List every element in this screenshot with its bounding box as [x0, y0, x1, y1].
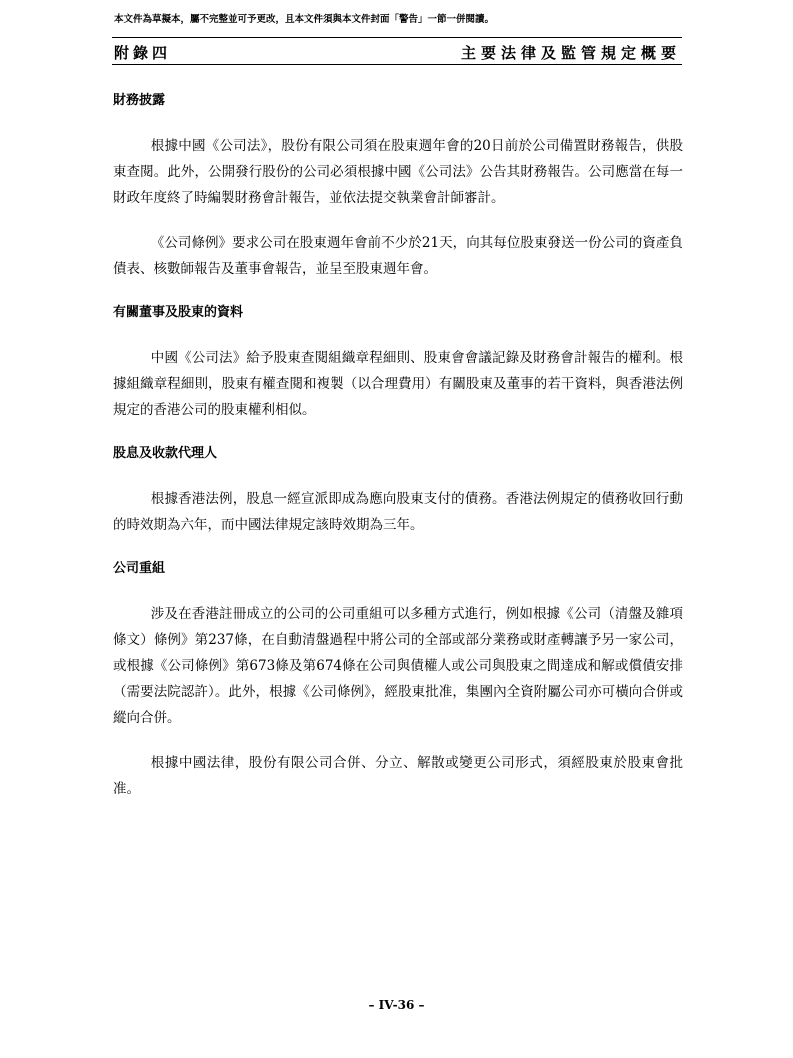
appendix-label: 附錄四 [114, 44, 172, 62]
header-rule-top [112, 37, 682, 38]
paragraph: 根據香港法例，股息一經宣派即成為應向股東支付的債務。香港法例規定的債務收回行動的時效期為六年，而中國法律規定該時效期為三年。 [113, 491, 683, 533]
header-rule-bottom [112, 64, 682, 65]
paragraph: 根據中國《公司法》，股份有限公司須在股東週年會的20日前於公司備置財務報告，供股東查閱。此外，公開發行股份的公司必須根據中國《公司法》公告其財務報告。公司應當在每一財政年度終了時編製財務會計報告，並依法提交執業會計師審計。 [113, 138, 683, 206]
paragraph: 根據中國法律，股份有限公司合併、分立、解散或變更公司形式，須經股東於股東會批准。 [113, 755, 683, 797]
section-financial-disclosure [113, 89, 683, 282]
document-body [113, 89, 683, 821]
section-heading: 有關董事及股東的資料 [113, 305, 244, 320]
paragraph: 中國《公司法》給予股東查閱組織章程細則、股東會會議記錄及財務會計報告的權利。根據組織章程細則，股東有權查閱和複製（以合理費用）有關股東及董事的若干資料，與香港法例規定的香港公司的股東權利相似。 [113, 350, 683, 418]
paragraph: 《公司條例》要求公司在股東週年會前不少於21天，向其每位股東發送一份公司的資產負債表、核數師報告及董事會報告，並呈至股東週年會。 [113, 235, 683, 277]
section-corporate-reorganization [113, 557, 683, 802]
section-dividends-receiving-agent [113, 442, 683, 538]
section-heading: 股息及收款代理人 [113, 446, 218, 461]
section-heading: 公司重組 [113, 561, 166, 576]
section-director-shareholder-info [113, 301, 683, 423]
draft-disclaimer: 本文件為草擬本，屬不完整並可予更改，且本文件須與本文件封面「警告」一節一併閱讀。 [114, 14, 495, 25]
chapter-title: 主要法律及監管規定概要 [460, 44, 681, 62]
section-heading: 財務披露 [113, 93, 166, 108]
page-number: – IV-36 – [368, 998, 425, 1012]
paragraph: 涉及在香港註冊成立的公司的公司重組可以多種方式進行，例如根據《公司（清盤及雜項條文）條例》第237條，在自動清盤過程中將公司的全部或部分業務或財產轉讓予另一家公司，或根據《公司條例》第673條及第674條在公司與債權人或公司與股東之間達成和解或償債安排（需要法院認許）。此外，根據《公司條例》，經股東批准，集團內全資附屬公司亦可橫向合併或縱向合併。 [113, 606, 683, 726]
